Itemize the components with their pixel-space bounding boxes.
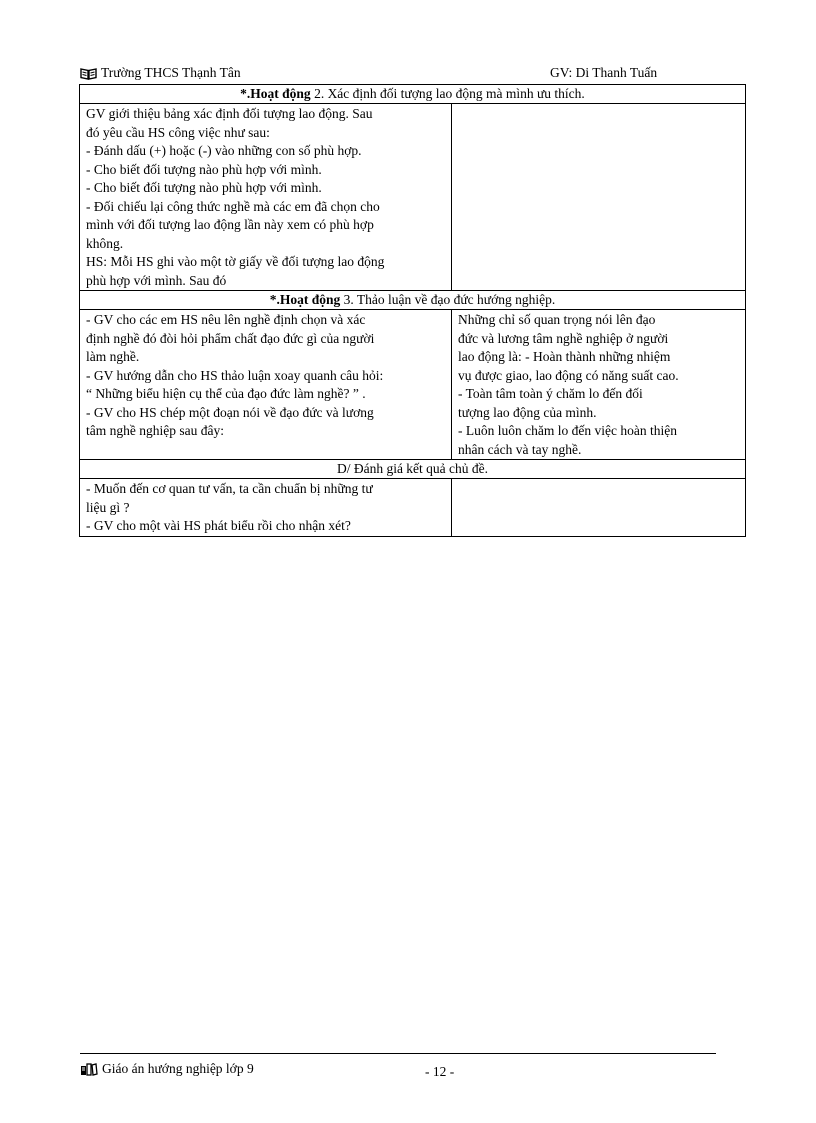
text-line: - GV hướng dẫn cho HS thảo luận xoay quanh câu hỏi: [86, 367, 384, 383]
text-line: - Muốn đến cơ quan tư vấn, ta cần chuẩn bị những tư [86, 481, 373, 496]
text-line: Những chỉ số quan trọng nói lên đạo [458, 312, 656, 327]
section-content-row [80, 104, 746, 291]
text-line: vụ được giao, lao động có năng suất cao. [458, 367, 679, 383]
footer-book-label [80, 1060, 254, 1078]
school-name: Trường THCS Thạnh Tân [101, 65, 241, 80]
teacher-activity-cell [80, 310, 452, 460]
text-line: - Luôn luôn chăm lo đến việc hoàn thiện [458, 423, 677, 438]
section-content-row [80, 479, 746, 537]
text-line: phù hợp với mình. Sau đó [86, 272, 227, 288]
text-line: liệu gì ? [86, 499, 130, 515]
content-notes-cell [452, 479, 746, 537]
teacher-activity-cell [80, 479, 452, 537]
page-footer [80, 1060, 720, 1080]
section-title [80, 85, 746, 104]
text-line: tâm nghề nghiệp sau đây: [86, 423, 224, 438]
section-title-bold: *.Hoạt động [269, 292, 341, 307]
page-number: - 12 - [425, 1064, 455, 1079]
school-label [80, 64, 241, 82]
content-notes-cell [452, 310, 746, 460]
section-title-text: 2. Xác định đối tượng lao động mà mình ưu thích. [310, 86, 585, 101]
text-line: đức và lương tâm nghề nghiệp ở người [458, 330, 669, 346]
section-title [80, 460, 746, 479]
open-book-icon [80, 67, 97, 80]
section-title [80, 291, 746, 310]
text-line: - Đánh dấu (+) hoặc (-) vào những con số phù hợp. [86, 143, 362, 158]
lesson-table [79, 84, 746, 537]
section-header-row [80, 291, 746, 310]
text-line: - Đối chiếu lại công thức nghề mà các em đã chọn cho [86, 198, 380, 214]
text-line: - Cho biết đối tượng nào phù hợp với mình. [86, 180, 322, 195]
section-content-row [80, 310, 746, 460]
text-line: - GV cho một vài HS phát biểu rồi cho nhận xét? [86, 518, 351, 533]
books-icon [80, 1063, 98, 1076]
section-title-text: 3. Thảo luận về đạo đức hướng nghiệp. [340, 292, 556, 307]
text-line: làm nghề. [86, 349, 140, 364]
book-title: Giáo án hướng nghiệp lớp 9 [102, 1061, 254, 1076]
teacher-activity-cell [80, 104, 452, 291]
section-header-row [80, 460, 746, 479]
text-line: - Toàn tâm toàn ý chăm lo đến đối [458, 386, 643, 401]
text-line: - GV cho HS chép một đoạn nói về đạo đức và lương [86, 404, 374, 420]
footer-divider [80, 1053, 716, 1054]
teacher-name: GV: Di Thanh Tuấn [550, 65, 658, 80]
text-line: nhân cách và tay nghề. [458, 441, 582, 457]
text-line: định nghề đó đòi hỏi phẩm chất đạo đức gì của người [86, 330, 375, 346]
text-line: tượng lao động của mình. [458, 404, 597, 420]
text-line: mình với đối tượng lao động lần này xem có phù hợp [86, 217, 374, 232]
section-title-text: D/ Đánh giá kết quả chủ đề. [336, 461, 489, 476]
text-line: không. [86, 235, 124, 251]
text-line: “ Những biểu hiện cụ thể của đạo đức làm nghề? ” . [86, 386, 366, 401]
text-line: - Cho biết đối tượng nào phù hợp với mình. [86, 161, 322, 177]
text-line: đó yêu cầu HS công việc như sau: [86, 124, 270, 140]
text-line: HS: Mỗi HS ghi vào một tờ giấy về đối tượng lao động [86, 254, 385, 269]
page-header [80, 64, 746, 82]
section-header-row [80, 85, 746, 104]
text-line: - GV cho các em HS nêu lên nghề định chọn và xác [86, 312, 366, 327]
content-notes-cell [452, 104, 746, 291]
text-line: GV giới thiệu bảng xác định đối tượng lao động. Sau [86, 106, 373, 121]
section-title-bold: *.Hoạt động [240, 86, 311, 101]
text-line: lao động là: - Hoàn thành những nhiệm [458, 349, 671, 364]
